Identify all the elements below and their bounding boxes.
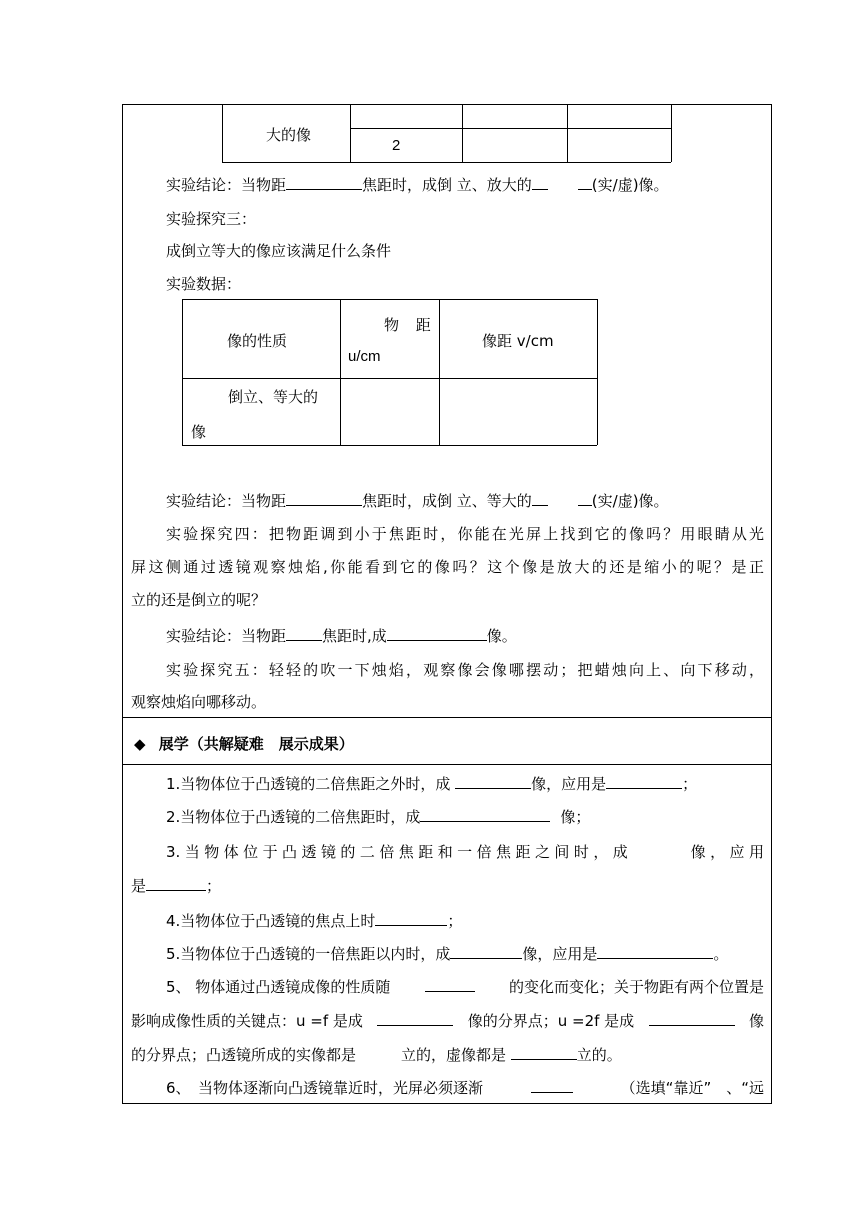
- blank: [425, 976, 475, 992]
- question-4: 4.当物体位于凸透镜的焦点上时 ；: [166, 912, 463, 930]
- exp3-title: 实验探究三：: [166, 210, 257, 228]
- question-1: 1.当物体位于凸透镜的二倍焦距之外时，成 像，应用是 ；: [166, 775, 698, 793]
- question-6-line-3: 的分界点；凸透镜所成的实像都是 立的，虚像都是 立的。: [131, 1046, 622, 1064]
- exp3-question: 成倒立等大的像应该满足什么条件: [166, 242, 392, 260]
- blank: [387, 625, 487, 641]
- exp3-data-label: 实验数据：: [166, 275, 242, 293]
- section-divider-top: [122, 717, 772, 718]
- question-3-line-2: 是 ；: [131, 877, 222, 895]
- exp4-line-1: 实验探究四：把物距调到小于焦距时，你能在光屏上找到它的像吗？用眼睛从光: [166, 525, 764, 543]
- table-3-header-object-distance-unit: u/cm: [348, 348, 381, 365]
- exp5-line-2: 观察烛焰向哪移动。: [131, 693, 267, 711]
- blank: [375, 910, 447, 926]
- question-5: 5.当物体位于凸透镜的一倍焦距以内时，成 像，应用是 。: [166, 945, 729, 963]
- section-divider-bottom: [122, 764, 772, 765]
- blank: [578, 174, 592, 190]
- blank: [531, 1077, 573, 1093]
- exp2-conclusion: 实验结论：当物距 焦距时，成倒 立、放大的 (实/虚)像。: [166, 176, 669, 194]
- diamond-bullet-icon: ◆: [134, 735, 146, 753]
- blank: [455, 773, 531, 789]
- question-6-line-2: 影响成像性质的关键点：u =f 是成 像的分界点；u =2f 是成 像: [131, 1012, 764, 1030]
- table-3-row-label-1: 倒立、等大的: [228, 388, 319, 406]
- blank: [606, 773, 682, 789]
- question-2: 2.当物体位于凸透镜的二倍焦距时，成 像；: [166, 808, 591, 826]
- blank: [597, 943, 713, 959]
- table-3-header-property: 像的性质: [227, 332, 288, 350]
- blank: [578, 490, 592, 506]
- blank: [420, 806, 550, 822]
- question-6-line-1: 5、 物体通过凸透镜成像的性质随 的变化而变化；关于物距有两个位置是: [166, 978, 764, 996]
- table-3-header-image-distance: 像距 v/cm: [482, 332, 554, 350]
- question-3-line-1: 3.当物体位于凸透镜的二倍焦距和一倍焦距之间时，成 像，应用: [166, 843, 764, 861]
- blank: [286, 490, 362, 506]
- exp3-conclusion: 实验结论：当物距 焦距时，成倒 立、等大的 (实/虚)像。: [166, 492, 669, 510]
- blank: [532, 174, 548, 190]
- blank: [511, 1044, 577, 1060]
- section-header: [134, 733, 354, 754]
- table-3-header-object-distance: 物 距: [384, 316, 437, 334]
- blank: [532, 490, 548, 506]
- section-title: 展学（共解疑难 展示成果）: [158, 735, 354, 753]
- table-1-cell-number: 2: [392, 137, 401, 154]
- exp4-line-3: 立的还是倒立的呢？: [131, 591, 267, 609]
- blank: [146, 875, 206, 891]
- table-1-row-label: 大的像: [266, 126, 312, 144]
- exp5-line-1: 实验探究五：轻轻的吹一下烛焰，观察像会像哪摆动；把蜡烛向上、向下移动，: [166, 661, 764, 679]
- table-3-row-label-2: 像: [191, 423, 207, 441]
- blank: [286, 174, 362, 190]
- exp4-conclusion: 实验结论：当物距 焦距时,成 像。: [166, 627, 517, 645]
- blank: [377, 1010, 453, 1026]
- exp4-line-2: 屏这侧通过透镜观察烛焰,你能看到它的像吗？这个像是放大的还是缩小的呢？是正: [131, 558, 764, 576]
- blank: [450, 943, 522, 959]
- blank: [286, 625, 322, 641]
- question-7: 6、 当物体逐渐向凸透镜靠近时，光屏必须逐渐 （选填“靠近” 、“远: [166, 1079, 764, 1097]
- blank: [649, 1010, 735, 1026]
